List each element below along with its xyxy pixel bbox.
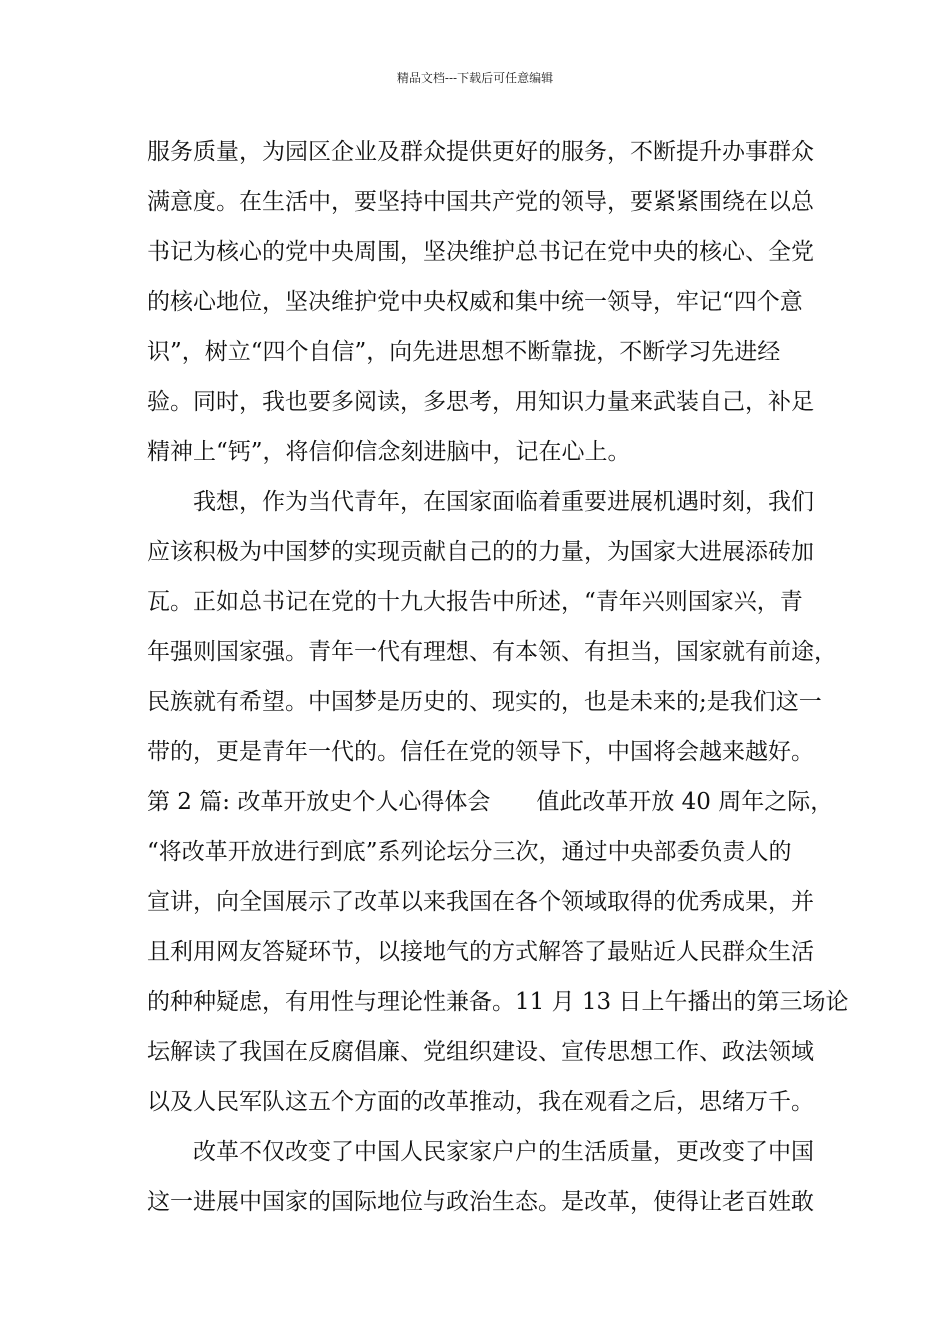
text-line: 民族就有希望。中国梦是历史的、现实的，也是未来的;是我们这一 [147,689,822,715]
text-line: 的种种疑虑，有用性与理论性兼备。11 月 13 日上午播出的第三场论 [147,989,849,1015]
document-body [147,127,849,1227]
text-line: 宣讲，向全国展示了改革以来我国在各个领域取得的优秀成果，并 [147,889,814,915]
text-line: 我想，作为当代青年，在国家面临着重要进展机遇时刻，我们 [147,489,814,515]
text-line: 服务质量，为园区企业及群众提供更好的服务，不断提升办事群众 [147,139,814,165]
text-line: “将改革开放进行到底”系列论坛分三次，通过中央部委负责人的 [147,839,792,865]
text-line: 识”，树立“四个自信”，向先进思想不断靠拢，不断学习先进经 [147,339,781,365]
text-line: 的核心地位，坚决维护党中央权威和集中统一领导，牢记“四个意 [147,289,803,315]
text-line: 以及人民军队这五个方面的改革推动，我在观看之后，思绪万千。 [147,1089,814,1115]
section-heading-line: 第 2 篇: 改革开放史个人心得体会 值此改革开放 40 周年之际， [147,789,834,815]
text-line: 且利用网友答疑环节，以接地气的方式解答了最贴近人民群众生活 [147,939,814,965]
text-line: 验。同时，我也要多阅读，多思考，用知识力量来武装自己，补足 [147,389,814,415]
text-line: 瓦。正如总书记在党的十九大报告中所述，“青年兴则国家兴，青 [147,589,803,615]
text-line: 满意度。在生活中，要坚持中国共产党的领导，要紧紧围绕在以总 [147,189,814,215]
page-header: 精品文档---下载后可任意编辑 [396,71,554,85]
text-line: 年强则国家强。青年一代有理想、有本领、有担当，国家就有前途， [147,639,837,665]
text-line: 带的，更是青年一代的。信任在党的领导下，中国将会越来越好。 [147,739,814,765]
text-line: 精神上“钙”，将信仰信念刻进脑中，记在心上。 [147,439,631,465]
text-line: 应该积极为中国梦的实现贡献自己的的力量，为国家大进展添砖加 [147,539,814,565]
text-line: 这一进展中国家的国际地位与政治生态。是改革，使得让老百姓敢 [147,1189,814,1215]
text-line: 书记为核心的党中央周围，坚决维护总书记在党中央的核心、全党 [147,239,814,265]
text-line: 改革不仅改变了中国人民家家户户的生活质量，更改变了中国 [147,1139,814,1165]
text-line: 坛解读了我国在反腐倡廉、党组织建设、宣传思想工作、政法领域 [147,1039,814,1065]
